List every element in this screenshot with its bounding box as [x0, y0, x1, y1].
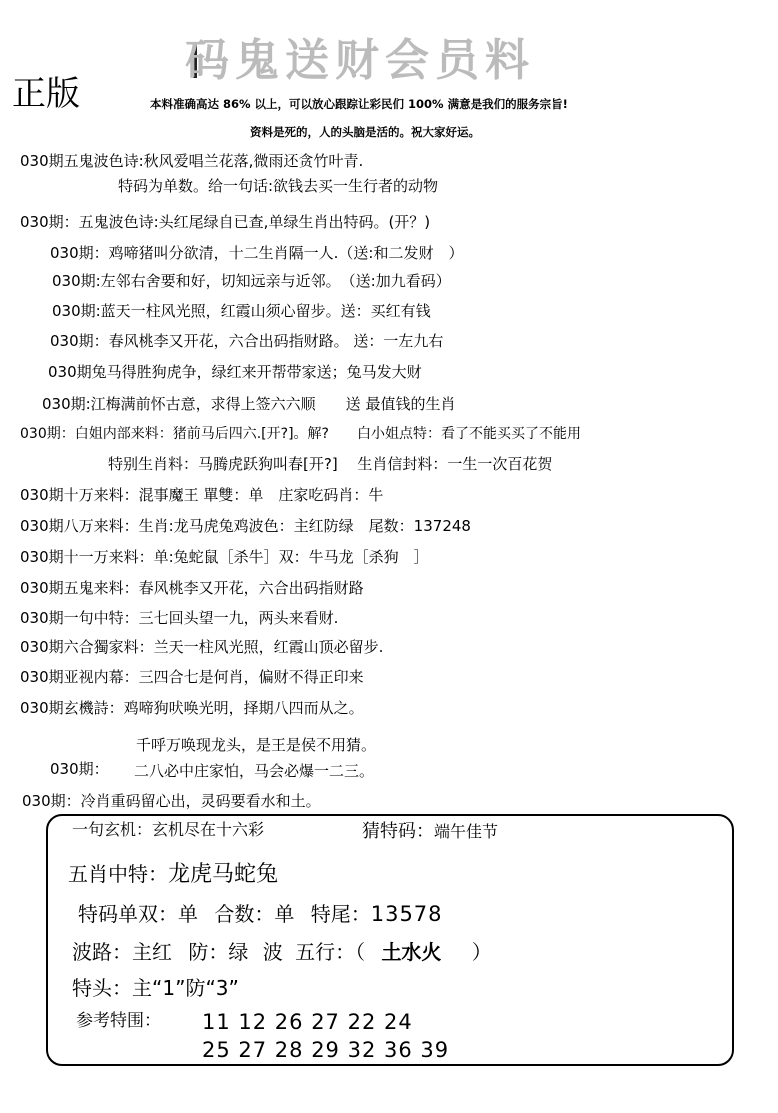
line-18: 030期亚视内幕：三四合七是何肖，偏财不得正印来 — [20, 668, 364, 686]
five-label: 五肖中特： — [68, 862, 168, 886]
line-15: 030期五鬼来料：春风桃李又开花，六合出码指财路 — [20, 579, 364, 597]
element-open: （ — [355, 940, 366, 964]
riddle-label: 一句玄机： — [72, 820, 153, 839]
riddle-row — [72, 817, 264, 840]
oddeven-row — [78, 898, 443, 927]
sum-value: 单 — [274, 902, 295, 926]
five-zodiac-row — [68, 857, 278, 888]
line-8: 030期兔马得胜狗虎争，绿红来开帮带家送；兔马发大财 — [48, 363, 422, 381]
line-13: 030期八万来料：生肖:龙马虎兔鸡波色：主红防绿 尾数：137248 — [20, 517, 471, 535]
guess-value: 端午佳节 — [434, 822, 499, 841]
guard-value: 绿 — [228, 940, 249, 964]
line-1: 030期五鬼波色诗:秋风爱唱兰花落,微雨还贪竹叶青. — [20, 152, 364, 170]
guard-label: 防： — [188, 940, 229, 964]
line-14: 030期十一万来料：单:兔蛇鼠［杀牛］双：牛马龙［杀狗 ］ — [20, 548, 429, 566]
line-16: 030期一句中特：三七回头望一九，两头来看财. — [20, 609, 339, 627]
guess-label: 猜特码： — [362, 821, 434, 842]
tail-value: 13578 — [370, 902, 443, 926]
riddle-value: 玄机尽在十六彩 — [152, 820, 265, 839]
line-2: 特码为单数。给一句话:欲钱去买一生行者的动物 — [118, 177, 439, 195]
oddeven-label: 特码单双： — [78, 902, 178, 926]
tagline-luck: 资料是死的，人的头脑是活的。祝大家好运。 — [250, 125, 480, 139]
line-10: 030期：白姐内部来料：猪前马后四六.[开?]。解? 白小姐点特：看了不能买买了不能用 — [20, 426, 581, 442]
five-value: 龙虎马蛇兔 — [168, 862, 279, 887]
edition-label: 正版 — [12, 74, 80, 114]
ref-label: 参考特围： — [76, 1011, 161, 1031]
line-23: 030期：冷肖重码留心出，灵码要看水和土。 — [22, 792, 321, 810]
line-17: 030期六合獨家料：兰天一柱风光照，红霞山顶必留步. — [20, 638, 384, 656]
line-7: 030期：春风桃李又开花，六合出码指财路。 送：一左九右 — [50, 332, 444, 350]
line-12: 030期十万来料：混事魔王 單雙：单 庄家吃码肖：牛 — [20, 486, 384, 504]
wave-label: 波路： — [72, 940, 132, 964]
head-label: 特头： — [72, 976, 132, 1000]
element-close: ） — [471, 940, 492, 964]
line-19: 030期玄機詩：鸡啼狗吠唤光明，择期八四而从之。 — [20, 699, 364, 717]
element-value: 土水火 — [381, 940, 442, 964]
line-3: 030期：五鬼波色诗:头红尾绿自已查,单绿生肖出特码。(开？) — [20, 213, 431, 231]
page-title: 码鬼送财会员料 — [185, 35, 535, 86]
element-label: 五行： — [295, 940, 356, 964]
line-20: 千呼万唤现龙头，是王是侯不用猜。 — [136, 736, 377, 754]
line-9: 030期:江梅满前怀古意，求得上签六六顺 送 最值钱的生肖 — [42, 395, 456, 413]
line-6: 030期:蓝天一柱风光照，红霞山须心留步。送：买红有钱 — [52, 302, 431, 320]
ref-row-1: 11 12 26 27 22 24 — [202, 1010, 413, 1034]
sum-label: 合数： — [214, 902, 275, 926]
tagline-accuracy: 本料准确高达 86% 以上，可以放心跟踪让彩民们 100% 满意是我们的服务宗旨! — [150, 97, 568, 111]
wave2-label: 波 — [262, 940, 283, 964]
ref-row-2: 25 27 28 29 32 36 39 — [202, 1038, 450, 1062]
line-5: 030期:左邻右舍要和好，切知远亲与近邻。 （送:加九看码） — [52, 272, 451, 290]
line-21: 030期： — [50, 760, 109, 778]
wave-row — [72, 936, 492, 965]
guess-row — [362, 817, 498, 843]
line-4: 030期：鸡啼猪叫分欲清，十二生肖隔一人.（送:和二发财 ） — [50, 244, 464, 262]
head-value: 主“1”防“3” — [132, 976, 239, 1000]
wave-value: 主红 — [132, 940, 172, 964]
head-row — [72, 972, 239, 1001]
line-22: 二八必中庄家怕，马会必爆一二三。 — [134, 762, 375, 780]
line-11: 特别生肖料：马腾虎跃狗叫春[开?] 生肖信封料：一生一次百花贺 — [108, 455, 553, 473]
tail-label: 特尾： — [310, 902, 371, 926]
oddeven-value: 单 — [178, 902, 198, 926]
